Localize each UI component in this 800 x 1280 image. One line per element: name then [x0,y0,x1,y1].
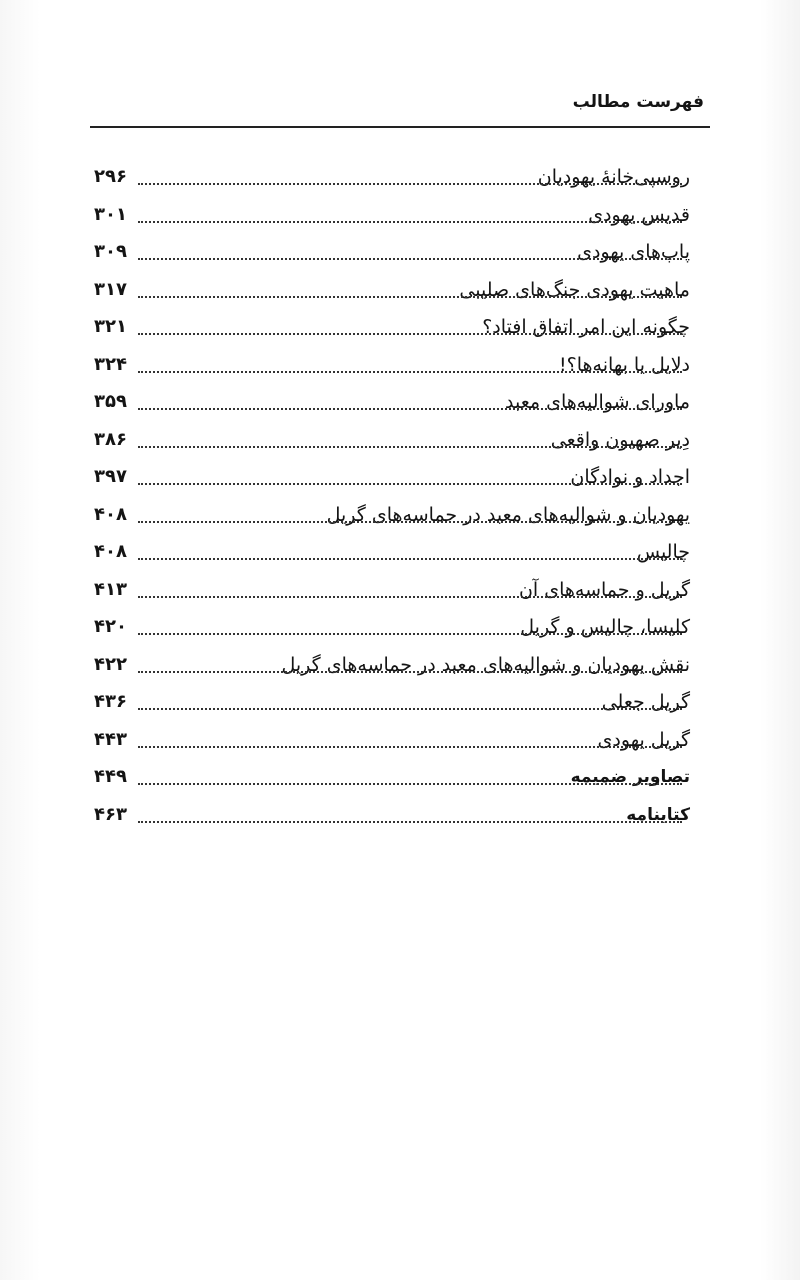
toc-row[interactable] [94,685,690,723]
toc-page-number: ۴۳۶ [94,689,129,715]
toc-page-number: ۴۲۲ [94,652,129,678]
dot-leader [138,483,682,485]
toc-page-number: ۴۱۳ [94,577,129,603]
dot-leader [138,708,682,710]
dot-leader [138,296,682,298]
toc-page-number: ۳۹۷ [94,464,129,490]
toc-row[interactable] [94,535,690,573]
dot-leader [138,371,682,373]
page-header [90,90,710,128]
dot-leader [138,746,682,748]
toc-page-number: ۴۰۸ [94,502,129,528]
dot-leader [138,671,682,673]
toc-page-number: ۳۸۶ [94,427,129,453]
toc-row[interactable] [94,498,690,536]
toc-page-number: ۴۴۳ [94,727,129,753]
dot-leader [138,446,682,448]
dot-leader [138,258,682,260]
toc-row[interactable] [94,610,690,648]
toc-row[interactable] [94,235,690,273]
toc-entry-title: نقش یهودیان و شوالیه‌های معبد در حماسه‌های گریل [281,653,690,676]
dot-leader [138,596,682,598]
toc-row[interactable] [94,160,690,198]
toc-page-number: ۴۰۸ [94,539,129,565]
toc-entry-title: ماورای شوالیه‌های معبد [505,391,690,413]
toc-page-number: ۳۰۹ [94,239,129,265]
toc-entry-title: گریل جعلی [601,691,690,713]
toc-page-number: ۴۶۳ [94,802,129,828]
dot-leader [138,783,682,785]
toc-row[interactable] [94,723,690,761]
toc-row[interactable] [94,310,690,348]
toc-entry-title: قدیس یهودی [588,203,690,226]
toc-page-number: ۳۱۷ [94,277,129,303]
toc-entry-title: دلایل یا بهانه‌ها؟! [559,353,690,376]
toc-page-number: ۴۴۹ [94,764,129,790]
dot-leader [138,183,682,185]
toc-page-number: ۳۲۱ [94,314,129,340]
toc-entry-title: یهودیان و شوالیه‌های معبد در حماسه‌های گریل [326,503,690,526]
toc-entry-title: گریل یهودی [597,728,690,751]
dot-leader [138,558,682,560]
toc-row[interactable] [94,460,690,498]
toc-row[interactable] [94,385,690,423]
toc-page-number: ۲۹۶ [94,164,129,190]
toc-entry-title: ماهیت یهودی جنگ‌های صلیبی [459,278,690,301]
toc-row[interactable] [94,273,690,311]
table-of-contents [94,160,690,835]
dot-leader [138,521,682,523]
toc-row-section[interactable] [94,760,690,798]
toc-section-title: کتابنامه [624,802,690,828]
dot-leader [138,333,682,335]
toc-page-number: ۳۵۹ [94,389,129,415]
toc-page-number: ۳۰۱ [94,202,129,228]
toc-entry-title: گریل و حماسه‌های آن [518,578,690,601]
dot-leader [138,221,682,223]
toc-entry-title: دِیر صهیون واقعی [550,428,690,451]
dot-leader [138,821,682,823]
toc-page-number: ۳۲۴ [94,352,129,378]
dot-leader [138,633,682,635]
toc-page-number: ۴۲۰ [94,614,129,640]
toc-row[interactable] [94,423,690,461]
toc-entry-title: چگونه این امر اتفاق افتاد؟ [482,316,690,338]
toc-row[interactable] [94,198,690,236]
toc-entry-title: اجداد و نوادگان [570,466,690,488]
page-title: فهرست مطالب [572,92,704,112]
toc-row[interactable] [94,348,690,386]
dot-leader [138,408,682,410]
toc-entry-title: چالیس [636,541,690,563]
toc-entry-title: کلیسا، چالیس و گریل [520,616,690,638]
toc-row-section[interactable] [94,798,690,836]
toc-entry-title: پاپ‌های یهودی [577,241,690,263]
toc-row[interactable] [94,573,690,611]
toc-row[interactable] [94,648,690,686]
toc-entry-title: روسپی‌خانهٔ یهودیان [537,166,690,188]
toc-section-title: تصاویر ضمیمه [569,764,690,790]
